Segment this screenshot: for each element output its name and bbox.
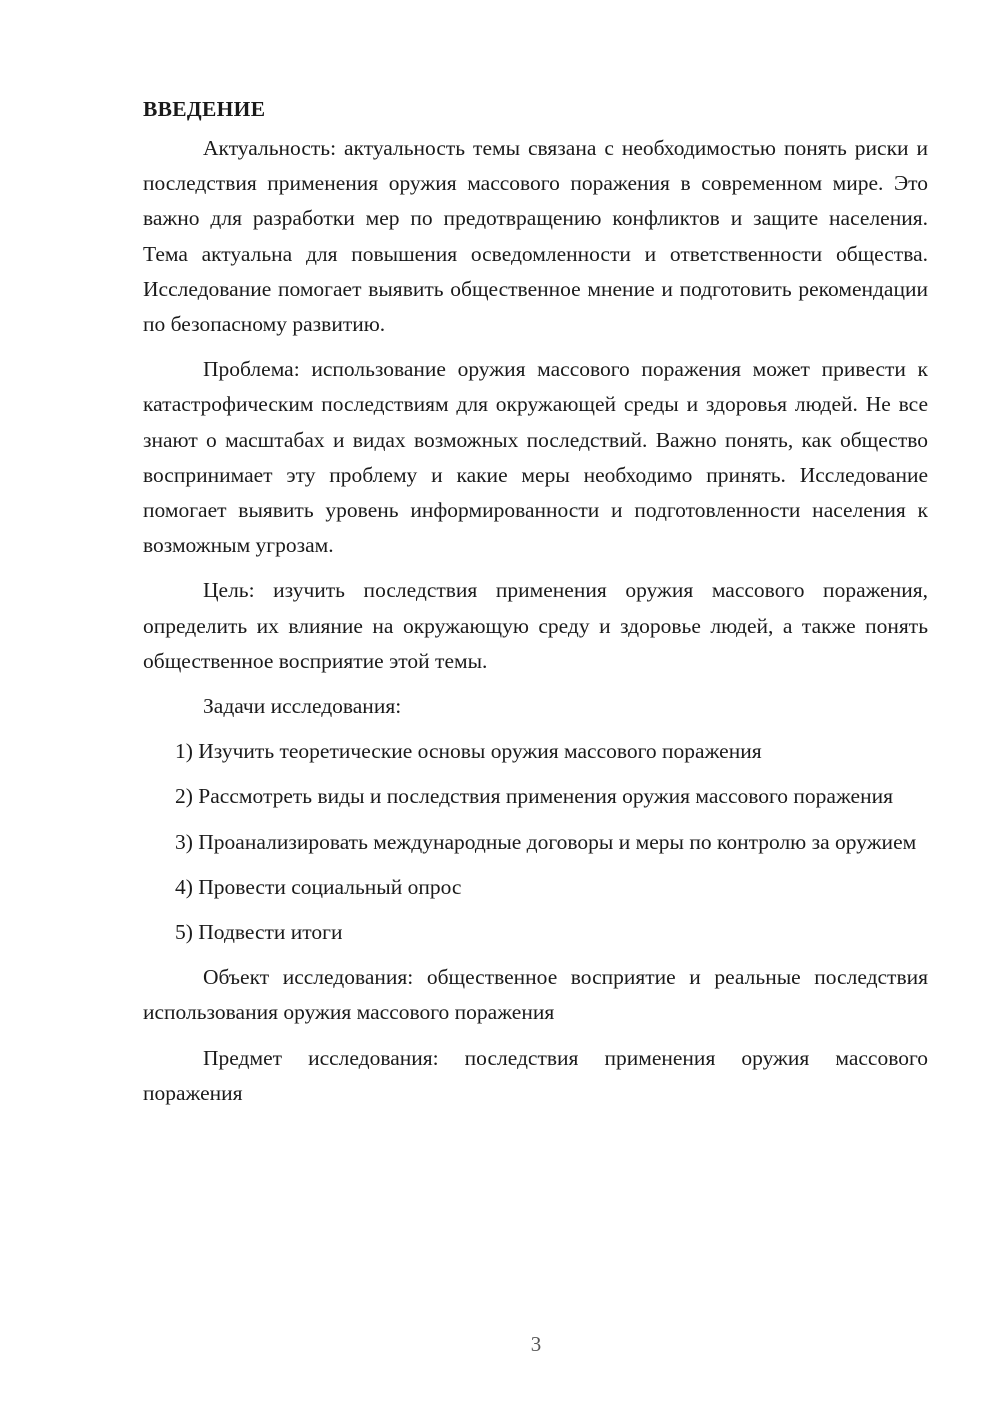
document-page	[143, 92, 928, 1121]
paragraph-subject: Предмет исследования: последствия применения оружия массового поражения	[143, 1045, 928, 1105]
list-item-task-4: 4) Провести социальный опрос	[175, 874, 462, 899]
paragraph-goal: Цель: изучить последствия применения оружия массового поражения, определить их влияние на окружающую среду и здоровье людей, а также понять общественное восприятие этой темы.	[143, 578, 928, 673]
paragraph-tasks-heading: Задачи исследования:	[203, 694, 402, 719]
page-number: 3	[530, 1332, 542, 1356]
paragraph-relevance: Актуальность: актуальность темы связана с необходимостью понять риски и последствия применения оружия массового поражения в современном мире. Это важно для разработки мер по предотвращению конфликтов и защите населения. Тема актуальна для повышения осведомленности и ответственности общества. Исследование помогает выявить общественное мнение и подготовить рекомендации по безопасному развитию.	[143, 136, 928, 337]
paragraph-object: Объект исследования: общественное восприятие и реальные последствия использования оружия массового поражения	[143, 965, 928, 1025]
list-item-task-1: 1) Изучить теоретические основы оружия массового поражения	[175, 739, 762, 764]
list-item-task-3: 3) Проанализировать международные договоры и меры по контролю за оружием	[175, 829, 917, 854]
paragraph-problem: Проблема: использование оружия массового поражения может привести к катастрофическим последствиям для окружающей среды и здоровья людей. Не все знают о масштабах и видах возможных последствий. Важно понять, как общество воспринимает эту проблему и какие меры необходимо принять. Исследование помогает выявить уровень информированности и подготовленности населения к возможным угрозам.	[143, 357, 928, 558]
page-title: ВВЕДЕНИЕ	[143, 97, 266, 121]
list-item-task-5: 5) Подвести итоги	[175, 920, 343, 945]
list-item-task-2: 2) Рассмотреть виды и последствия применения оружия массового поражения	[175, 784, 893, 809]
